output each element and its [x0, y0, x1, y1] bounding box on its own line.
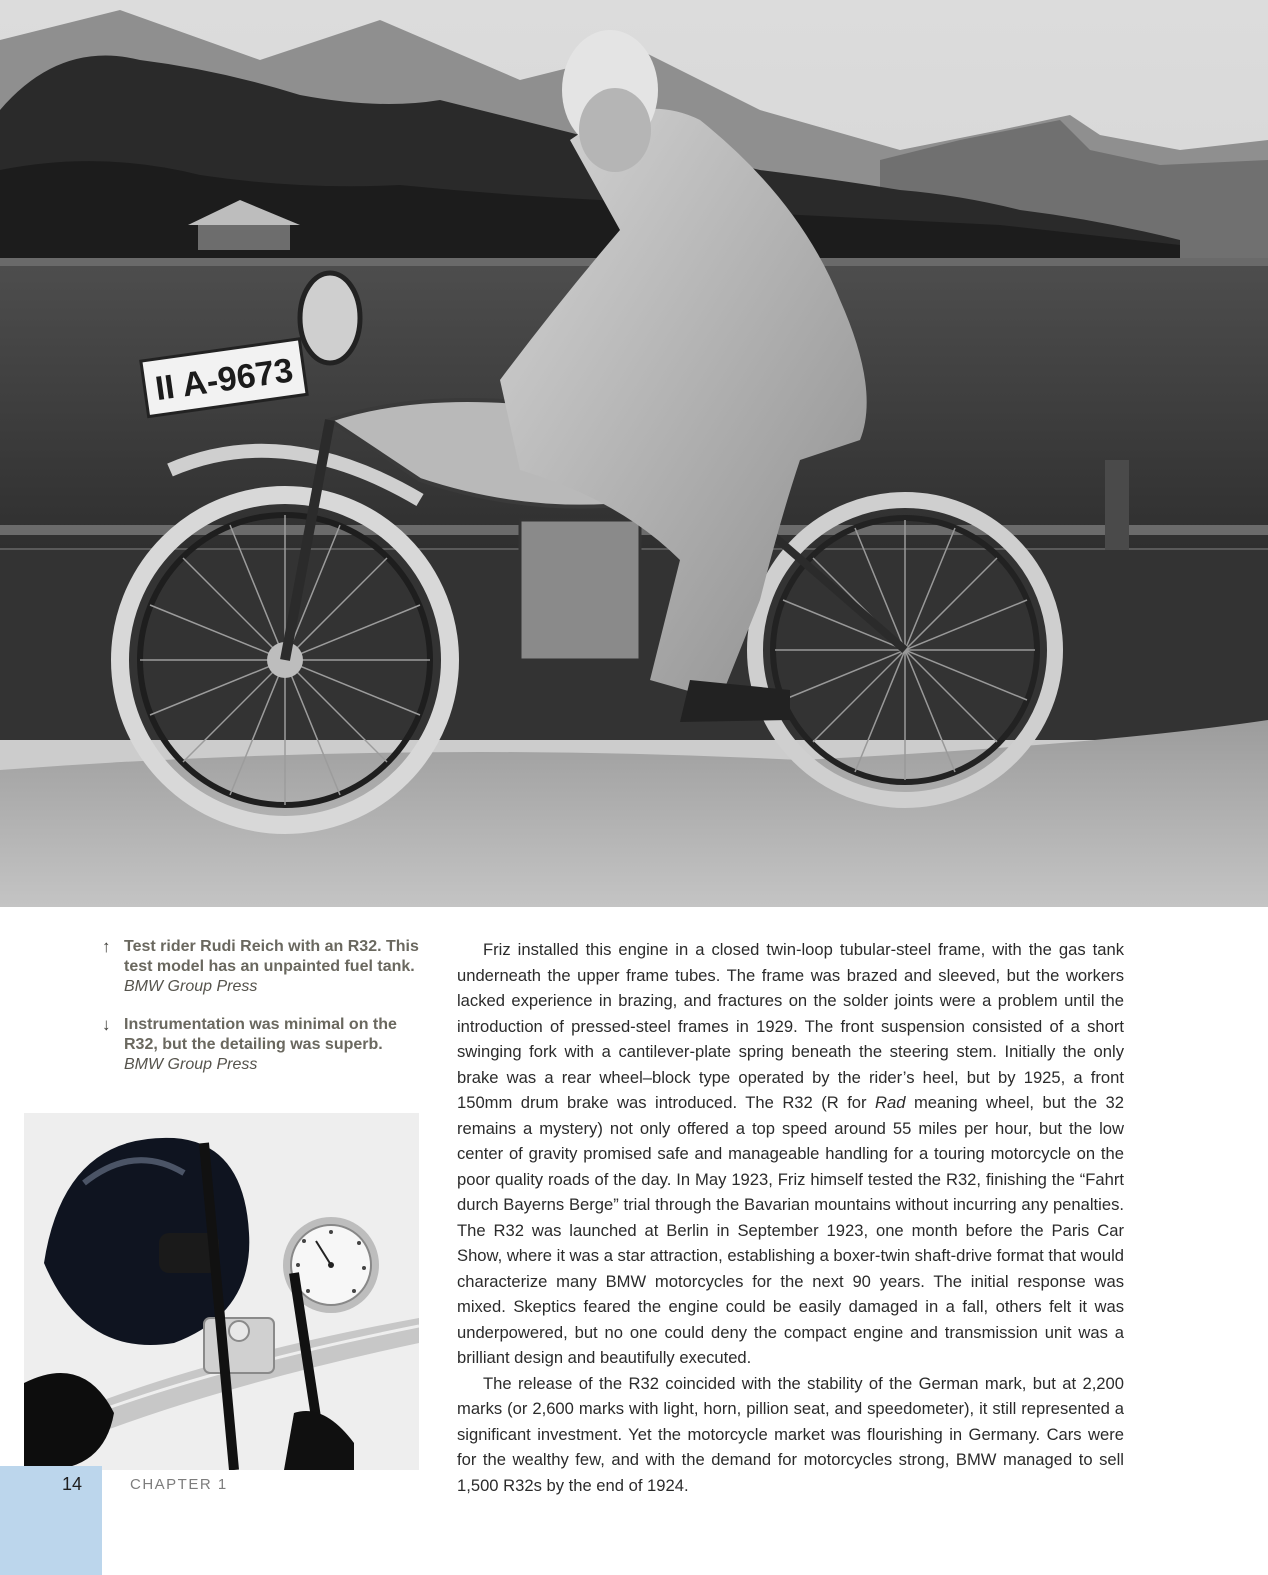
italic-word: Rad	[875, 1093, 906, 1112]
caption-credit: BMW Group Press	[124, 1056, 258, 1073]
body-text-span: Friz installed this engine in a closed twin-loop tubular-steel frame, with the gas tank underneath the upper frame tubes. The frame was brazed and sleeved, but the workers lacked experience in brazing, and fractures on the solder joints were a problem until the introduction of pressed-steel frames in 1929. The front suspension consisted of a short swinging fork with a cantilever-plate spring beneath the steering stem. Initially the only brake was a rear wheel–block type operated by the rider’s heel, but by 1925, a front 150mm drum brake was introduced. The R32 (R for	[457, 940, 1124, 1112]
caption-text: Instrumentation was minimal on the R32, but the detailing was superb.	[124, 1016, 397, 1053]
caption-inset-photo	[102, 1015, 422, 1075]
article-body	[457, 937, 1124, 1498]
body-text-span: meaning wheel, but the 32 remains a mystery) not only offered a top speed around 55 miles per hour, but the low center of gravity promised safe and manageable handling for a touring motorcycle on the poor quality roads of the day. In May 1923, Friz himself tested the R32, finishing the “Fahrt durch Bayerns Berge” trial through the Bavarian mountains without incurring any penalties. The R32 was launched at Berlin in September 1923, one month before the Paris Car Show, where it was a star attraction, establishing a boxer-twin shaft-drive format that would characterize many BMW motorcycles for the next 90 years. The initial response was mixed. Skeptics feared the engine could be easily damaged in a fall, others felt it was underpowered, but no one could deny the compact engine and transmission unit was a brilliant design and beautifully executed.	[457, 1093, 1125, 1367]
caption-text: Test rider Rudi Reich with an R32. This test model has an unpainted fuel tank.	[124, 938, 419, 975]
body-paragraph-1	[457, 937, 1124, 1371]
arrow-up-icon: ↑	[102, 937, 111, 956]
caption-top-photo	[102, 937, 422, 997]
caption-credit: BMW Group Press	[124, 978, 258, 995]
photo-captions	[102, 937, 422, 1093]
page-number: 14	[62, 1474, 83, 1494]
page-tab	[0, 1466, 102, 1575]
chapter-label: CHAPTER 1	[130, 1476, 228, 1493]
arrow-down-icon: ↓	[102, 1015, 111, 1034]
instrumentation-illustration	[24, 1113, 419, 1470]
inset-photo	[24, 1113, 419, 1470]
body-paragraph-2: The release of the R32 coincided with the stability of the German mark, but at 2,200 marks (or 2,600 marks with light, horn, pillion seat, and speedometer), it still represented a significant investment. Yet the motorcycle market was flourishing in Germany. Cars were for the wealthy few, and with the demand for motorcycles strong, BMW managed to sell 1,500 R32s by the end of 1924.	[457, 1373, 1124, 1495]
license-plate-text: II A-9673	[152, 351, 296, 409]
